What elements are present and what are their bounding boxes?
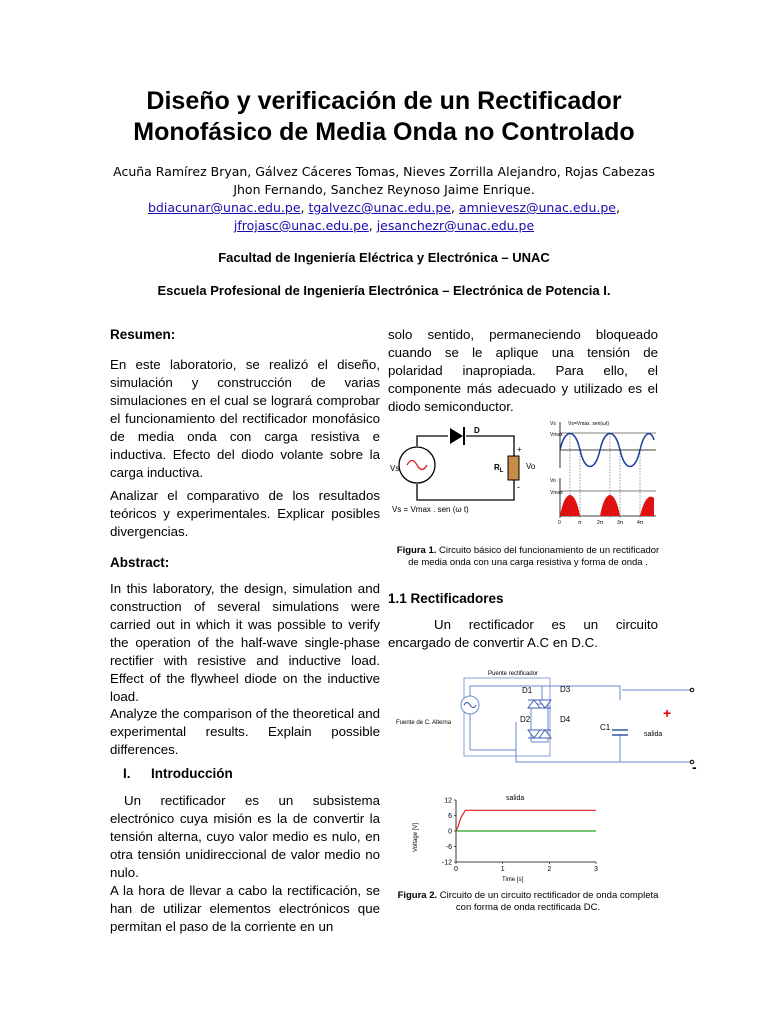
wave-vmax-label: Vmax [550,432,563,438]
figure-1-waveform [548,418,658,526]
intro-heading [110,765,380,783]
figure-2-circuit [392,664,702,776]
intro-title: Introducción [151,766,233,781]
abstract-paragraph-1: In this laboratory, the design, simulation and construction of several simulations were carried out in which it was possible to verify the operation of the half-wave single-phase rectifier with resistive and inductive load. Effect of the flywheel diode on the inductive load. [110,581,380,704]
plus-sign: + [517,445,522,454]
tick-label: 2π [597,520,604,526]
vo-label: Vo [526,462,536,471]
circuit-wires [470,686,692,762]
figure-2-plot [406,788,606,884]
y-tick-label: 12 [444,797,452,805]
series-line [456,810,596,831]
diode-label: D [474,426,480,435]
tick-label: π [578,520,582,526]
intro-number: I. [123,766,131,781]
intro-paragraph-2: A la hora de llevar a cabo la rectificación, se han de utilizar elementos electrónicos que permitan el paso de la corriente en un [110,883,380,934]
resumen-paragraph-1: En este laboratorio, se realizó el diseño, simulación y construcción de varias simulaciones en el cual se logrará comprobar el funcionamiento del rectificador monofásico de media onda con carga resistiva e inductiva. Efecto del diodo volante sobre la carga inductiva. [110,357,380,480]
y-axis-label: Voltage [V] [413,822,419,852]
bridge-label: Puente rectificador [488,671,539,677]
tick-label: 0 [558,520,561,526]
figure-1-caption [392,545,664,569]
resistor-symbol [508,456,519,480]
source-label: Fuente de C. Alterna [396,720,452,726]
wave-vo-label: Vo [550,478,556,484]
email-link[interactable]: jfrojasc@unac.edu.pe [233,218,369,233]
x-axis-label: Time [s] [502,877,524,883]
d4-label: D4 [560,715,571,724]
email-link[interactable]: amnievesz@unac.edu.pe [458,200,617,215]
intro-continuation: solo sentido, permaneciendo bloqueado cuando se le aplique una tensión de polaridad inapropiada. Para ello, el componente más adecuado y utilizado es el diodo semiconductor. [388,327,658,414]
affiliation-school: Escuela Profesional de Ingeniería Electrónica – Electrónica de Potencia I. [157,283,611,298]
y-tick-label: 0 [448,828,452,836]
figure-2-caption-label: Figura 2. [397,890,438,901]
x-tick-label: 3 [594,866,598,873]
wave-vmax2-label: Vmax [550,490,563,496]
tick-label: 3π [617,520,624,526]
paper-title [60,86,708,148]
plus-sign: + [663,705,672,721]
figure-1-caption-label: Figura 1. [396,545,437,556]
email-link[interactable]: jesanchezr@unac.edu.pe [376,218,535,233]
y-tick-label: 6 [448,813,452,820]
c1-label: C1 [600,723,611,732]
title-line-2: Monofásico de Media Onda no Controlado [133,118,635,146]
x-tick-label: 0 [454,866,458,873]
bridge-box [464,678,550,756]
rectified-lobe [640,497,654,516]
figure-2-caption [392,890,664,914]
x-tick-label: 2 [547,866,552,873]
resumen-heading: Resumen: [110,327,176,342]
abstract-heading: Abstract: [110,555,170,570]
section-1-1-text: Un rectificador es un circuito encargado de convertir A.C en D.C. [388,617,658,650]
email-link[interactable]: bdiacunar@unac.edu.pe [148,200,301,215]
wave-equation-label: Vs=Vmax. sen(ωt) [568,421,609,427]
d3-label: D3 [560,685,571,694]
resumen-paragraph-2: Analizar el comparativo de los resultados teóricos y experimentales. Explicar posibles divergencias. [110,488,380,539]
capacitor-symbol [612,730,628,735]
figure-2-caption-text: Circuito de un circuito rectificador de onda completa con forma de onda rectificada DC. [439,890,659,913]
rectified-lobe [560,495,580,516]
vs-label: Vs [390,464,400,473]
d2-label: D2 [520,715,531,724]
figure-1-circuit [386,414,546,526]
tick-label: 4π [637,520,644,526]
title-line-1: Diseño y verificación de un Rectificador [146,87,622,115]
rectified-lobe [600,495,620,516]
y-tick-label: -6 [445,844,452,851]
emails: bdiacunar@unac.edu.pe, tgalvezc@unac.edu.pe, amnievesz@unac.edu.pe, jfrojasc@unac.edu.pe, jesanchezr@unac.edu.pe [148,200,620,233]
diode-symbol [450,427,464,445]
authors: Acuña Ramírez Bryan, Gálvez Cáceres Tomas, Nieves Zorrilla Alejandro, Rojas Cabezas Jhon Fernando, Sanchez Reynoso Jaime Enrique. [113,164,655,197]
email-link[interactable]: tgalvezc@unac.edu.pe [308,200,451,215]
resistor-label: $R_L$ [494,463,504,474]
output-label: salida [644,731,663,738]
minus-sign: - [692,759,697,775]
wave-vs-label: Vs [550,421,556,427]
section-1-1-heading: 1.1 Rectificadores [388,591,504,606]
d1-label: D1 [522,686,533,695]
affiliation-faculty: Facultad de Ingeniería Eléctrica y Electrónica – UNAC [218,250,550,265]
minus-sign: - [517,482,520,492]
source-equation: Vs = Vmax . sen (ω t) [392,505,469,514]
figure-1-caption-text: Circuito básico del funcionamiento de un rectificador de media onda con una carga resistiva y forma de onda . [408,545,660,568]
chart-title: salida [506,795,525,802]
abstract-paragraph-2: Analyze the comparison of the theoretical and experimental results. Explain possible differences. [110,706,380,757]
intro-paragraph-1: Un rectificador es un subsistema electrónico cuya misión es la de convertir la tensión alterna, cuyo valor medio es nulo, en otra tensión unidireccional de valor medio no nulo. [110,793,380,880]
y-tick-label: -12 [441,859,452,867]
x-tick-label: 1 [500,866,505,873]
